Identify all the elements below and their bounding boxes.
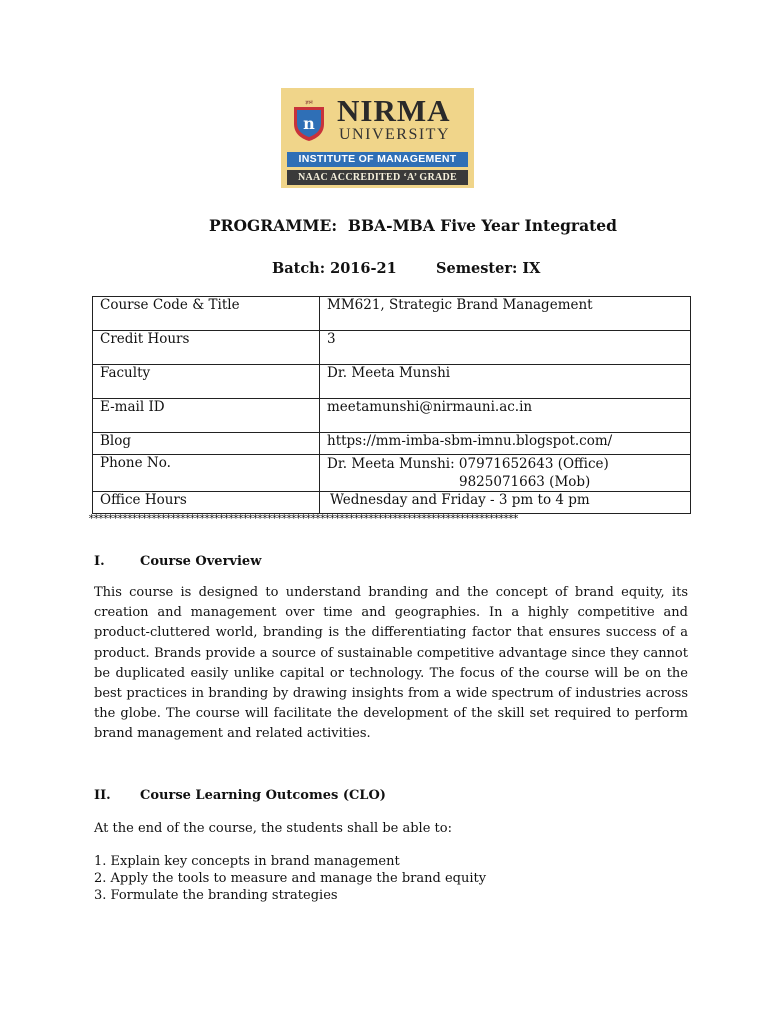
logo-accreditation: NAAC ACCREDITED ‘A’ GRADE — [287, 170, 468, 185]
table-row — [93, 331, 691, 365]
list-item: 3. Formulate the branding strategies — [94, 888, 338, 903]
logo-institute: INSTITUTE OF MANAGEMENT — [287, 152, 468, 167]
section-title: Course Learning Outcomes (CLO) — [140, 788, 386, 803]
table-row — [93, 492, 691, 514]
table-row — [93, 455, 691, 492]
section-number: I. — [94, 554, 105, 569]
batch-label: Batch: 2016-21 — [272, 260, 397, 277]
table-value: Wednesday and Friday - 3 pm to 4 pm — [320, 492, 691, 514]
programme-title: PROGRAMME: BBA-MBA Five Year Integrated — [209, 216, 617, 235]
list-item: 2. Apply the tools to measure and manage the brand equity — [94, 871, 487, 886]
table-value: 3 — [320, 331, 691, 365]
section-heading — [94, 554, 261, 569]
university-logo — [281, 88, 474, 188]
logo-name: NIRMA — [337, 93, 451, 128]
table-row — [93, 365, 691, 399]
course-overview-text: This course is designed to understand branding and the concept of brand equity, its creation and management over time and geographies. In a highly competitive and product-cluttered world, branding is the differentiating factor that ensures success of a product. Brands provide a source of sustainable competitive advantage since they cannot be duplicated easily unlike capital or technology. The focus of the course will be on the best practices in branding by drawing insights from a wide spectrum of industries across the globe. The course will facilitate the development of the skill set required to perform brand management and related activities. — [94, 585, 688, 742]
table-row — [93, 433, 691, 455]
table-label: Credit Hours — [93, 331, 320, 365]
section-title: Course Overview — [140, 554, 262, 569]
table-row — [93, 399, 691, 433]
table-label: Blog — [93, 433, 320, 455]
svg-text:n: n — [303, 114, 315, 133]
table-value: Dr. Meeta Munshi — [320, 365, 691, 399]
phone-office: Dr. Meeta Munshi: 07971652643 (Office) — [327, 456, 609, 472]
phone-mobile: 9825071663 (Mob) — [459, 474, 591, 490]
course-info-table — [92, 296, 691, 514]
separator-line: ***************************************************************************************** — [88, 512, 518, 525]
blog-link[interactable]: https://mm-imba-sbm-imnu.blogspot.com/ — [320, 433, 691, 455]
logo-subname: UNIVERSITY — [339, 126, 450, 143]
crest-icon — [292, 98, 326, 142]
outcomes-intro: At the end of the course, the students shall be able to: — [94, 821, 452, 836]
svg-text:ज्ञानं: ज्ञानं — [305, 100, 313, 106]
table-value — [320, 455, 691, 492]
table-label: Course Code & Title — [93, 297, 320, 331]
table-label: Faculty — [93, 365, 320, 399]
table-row — [93, 297, 691, 331]
table-value: MM621, Strategic Brand Management — [320, 297, 691, 331]
semester-label: Semester: IX — [436, 260, 541, 277]
table-label: Phone No. — [93, 455, 320, 492]
table-label: Office Hours — [93, 492, 320, 514]
list-item: 1. Explain key concepts in brand management — [94, 854, 400, 869]
table-label: E-mail ID — [93, 399, 320, 433]
email-link[interactable]: meetamunshi@nirmauni.ac.in — [320, 399, 691, 433]
section-number: II. — [94, 788, 111, 803]
section-heading — [94, 788, 386, 803]
